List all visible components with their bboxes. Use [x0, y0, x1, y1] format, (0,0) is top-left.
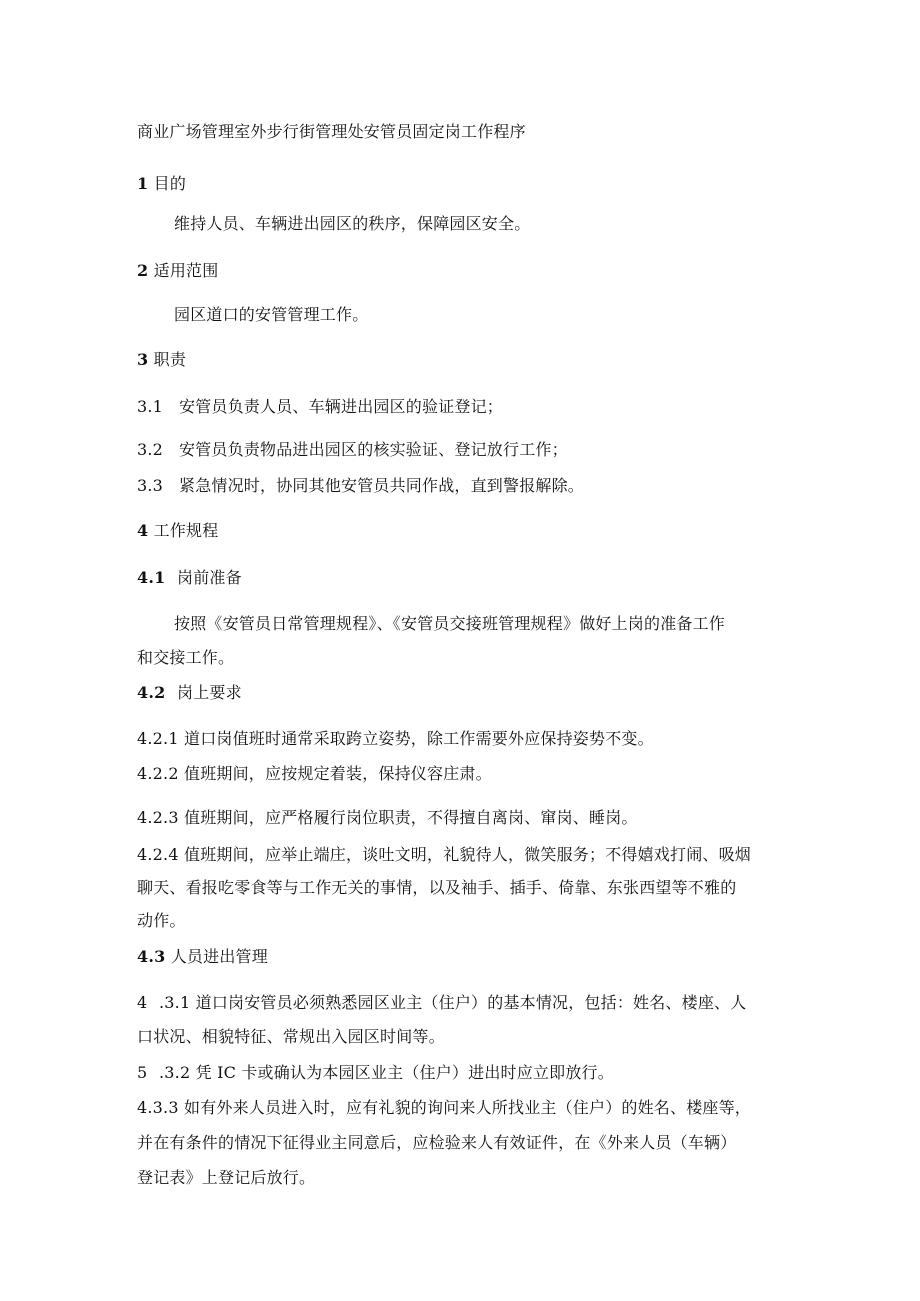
subsection-number: 4.1 [137, 568, 166, 587]
paragraph-4-2-4-line: 聊天、看报吃零食等与工作无关的事情，以及袖手、插手、倚靠、东张西望等不雅的 [137, 878, 737, 897]
item-text: 安管员负责人员、车辆进出园区的验证登记； [179, 397, 504, 416]
section-title: 适用范围 [153, 261, 219, 280]
paragraph-text: .3.2 凭 IC 卡或确认为本园区业主（住户）进出时应立即放行。 [159, 1063, 614, 1082]
paragraph-4-3-3-line: 4.3.3 如有外来人员进入时，应有礼貌的询问来人所找业主（住户）的姓名、楼座等， [137, 1098, 751, 1117]
section-1-heading [137, 174, 186, 194]
section-number: 2 [137, 261, 149, 280]
subsection-4-3-heading [137, 947, 268, 967]
item-number: 3.1 [137, 397, 164, 416]
subsection-title: 岗上要求 [177, 683, 242, 702]
subsection-4-1-heading [137, 568, 242, 588]
paragraph-number: 4 [137, 993, 148, 1012]
section-title: 工作规程 [153, 521, 219, 540]
item-text: 紧急情况时，协同其他安管员共同作战，直到警报解除。 [179, 476, 585, 495]
paragraph-4-2-1: 4.2.1 道口岗值班时通常采取跨立姿势，除工作需要外应保持姿势不变。 [137, 729, 654, 748]
list-item [137, 397, 503, 417]
section-4-heading [137, 521, 218, 541]
list-item [137, 440, 568, 460]
paragraph-4-3-3-line: 并在有条件的情况下征得业主同意后，应检验来人有效证件，在《外来人员（车辆） [137, 1133, 737, 1152]
item-number: 3.2 [137, 440, 164, 459]
section-title: 职责 [153, 350, 187, 369]
subsection-title: 人员进出管理 [170, 947, 268, 966]
section-3-heading [137, 350, 186, 370]
section-number: 1 [137, 174, 149, 193]
section-1-text: 维持人员、车辆进出园区的秩序，保障园区安全。 [174, 214, 531, 233]
item-text: 安管员负责物品进出园区的核实验证、登记放行工作； [179, 440, 568, 459]
paragraph-4-2-4-line: 动作。 [137, 911, 186, 930]
subsection-4-1-text-line: 按照《安管员日常管理规程》、《安管员交接班管理规程》做好上岗的准备工作 [174, 614, 726, 633]
paragraph-text: .3.1 道口岗安管员必须熟悉园区业主（住户）的基本情况，包括：姓名、楼座、人 [159, 993, 747, 1012]
paragraph-4-3-2-line [137, 1063, 614, 1083]
section-2-text: 园区道口的安管管理工作。 [174, 305, 369, 324]
document-title: 商业广场管理室外步行街管理处安管员固定岗工作程序 [137, 122, 526, 141]
paragraph-4-3-3-line: 登记表》上登记后放行。 [137, 1168, 316, 1187]
paragraph-4-3-1-line: 口状况、相貌特征、常规出入园区时间等。 [137, 1027, 445, 1046]
subsection-title: 岗前准备 [177, 568, 242, 587]
subsection-number: 4.3 [137, 947, 166, 966]
section-2-heading [137, 261, 218, 281]
subsection-4-2-heading [137, 683, 242, 703]
section-number: 3 [137, 350, 149, 369]
paragraph-4-2-4-line: 4.2.4 值班期间，应举止端庄，谈吐文明，礼貌待人，微笑服务；不得嬉戏打闹、吸烟 [137, 845, 751, 864]
paragraph-4-3-1-line [137, 993, 746, 1013]
item-number: 3.3 [137, 476, 164, 495]
paragraph-4-2-2: 4.2.2 值班期间，应按规定着装，保持仪容庄肃。 [137, 764, 492, 783]
paragraph-4-2-3: 4.2.3 值班期间，应严格履行岗位职责，不得擅自离岗、窜岗、睡岗。 [137, 808, 638, 827]
list-item [137, 476, 584, 496]
section-title: 目的 [153, 174, 187, 193]
paragraph-number: 5 [137, 1063, 148, 1082]
subsection-number: 4.2 [137, 683, 166, 702]
subsection-4-1-text-line: 和交接工作。 [137, 648, 235, 667]
section-number: 4 [137, 521, 149, 540]
